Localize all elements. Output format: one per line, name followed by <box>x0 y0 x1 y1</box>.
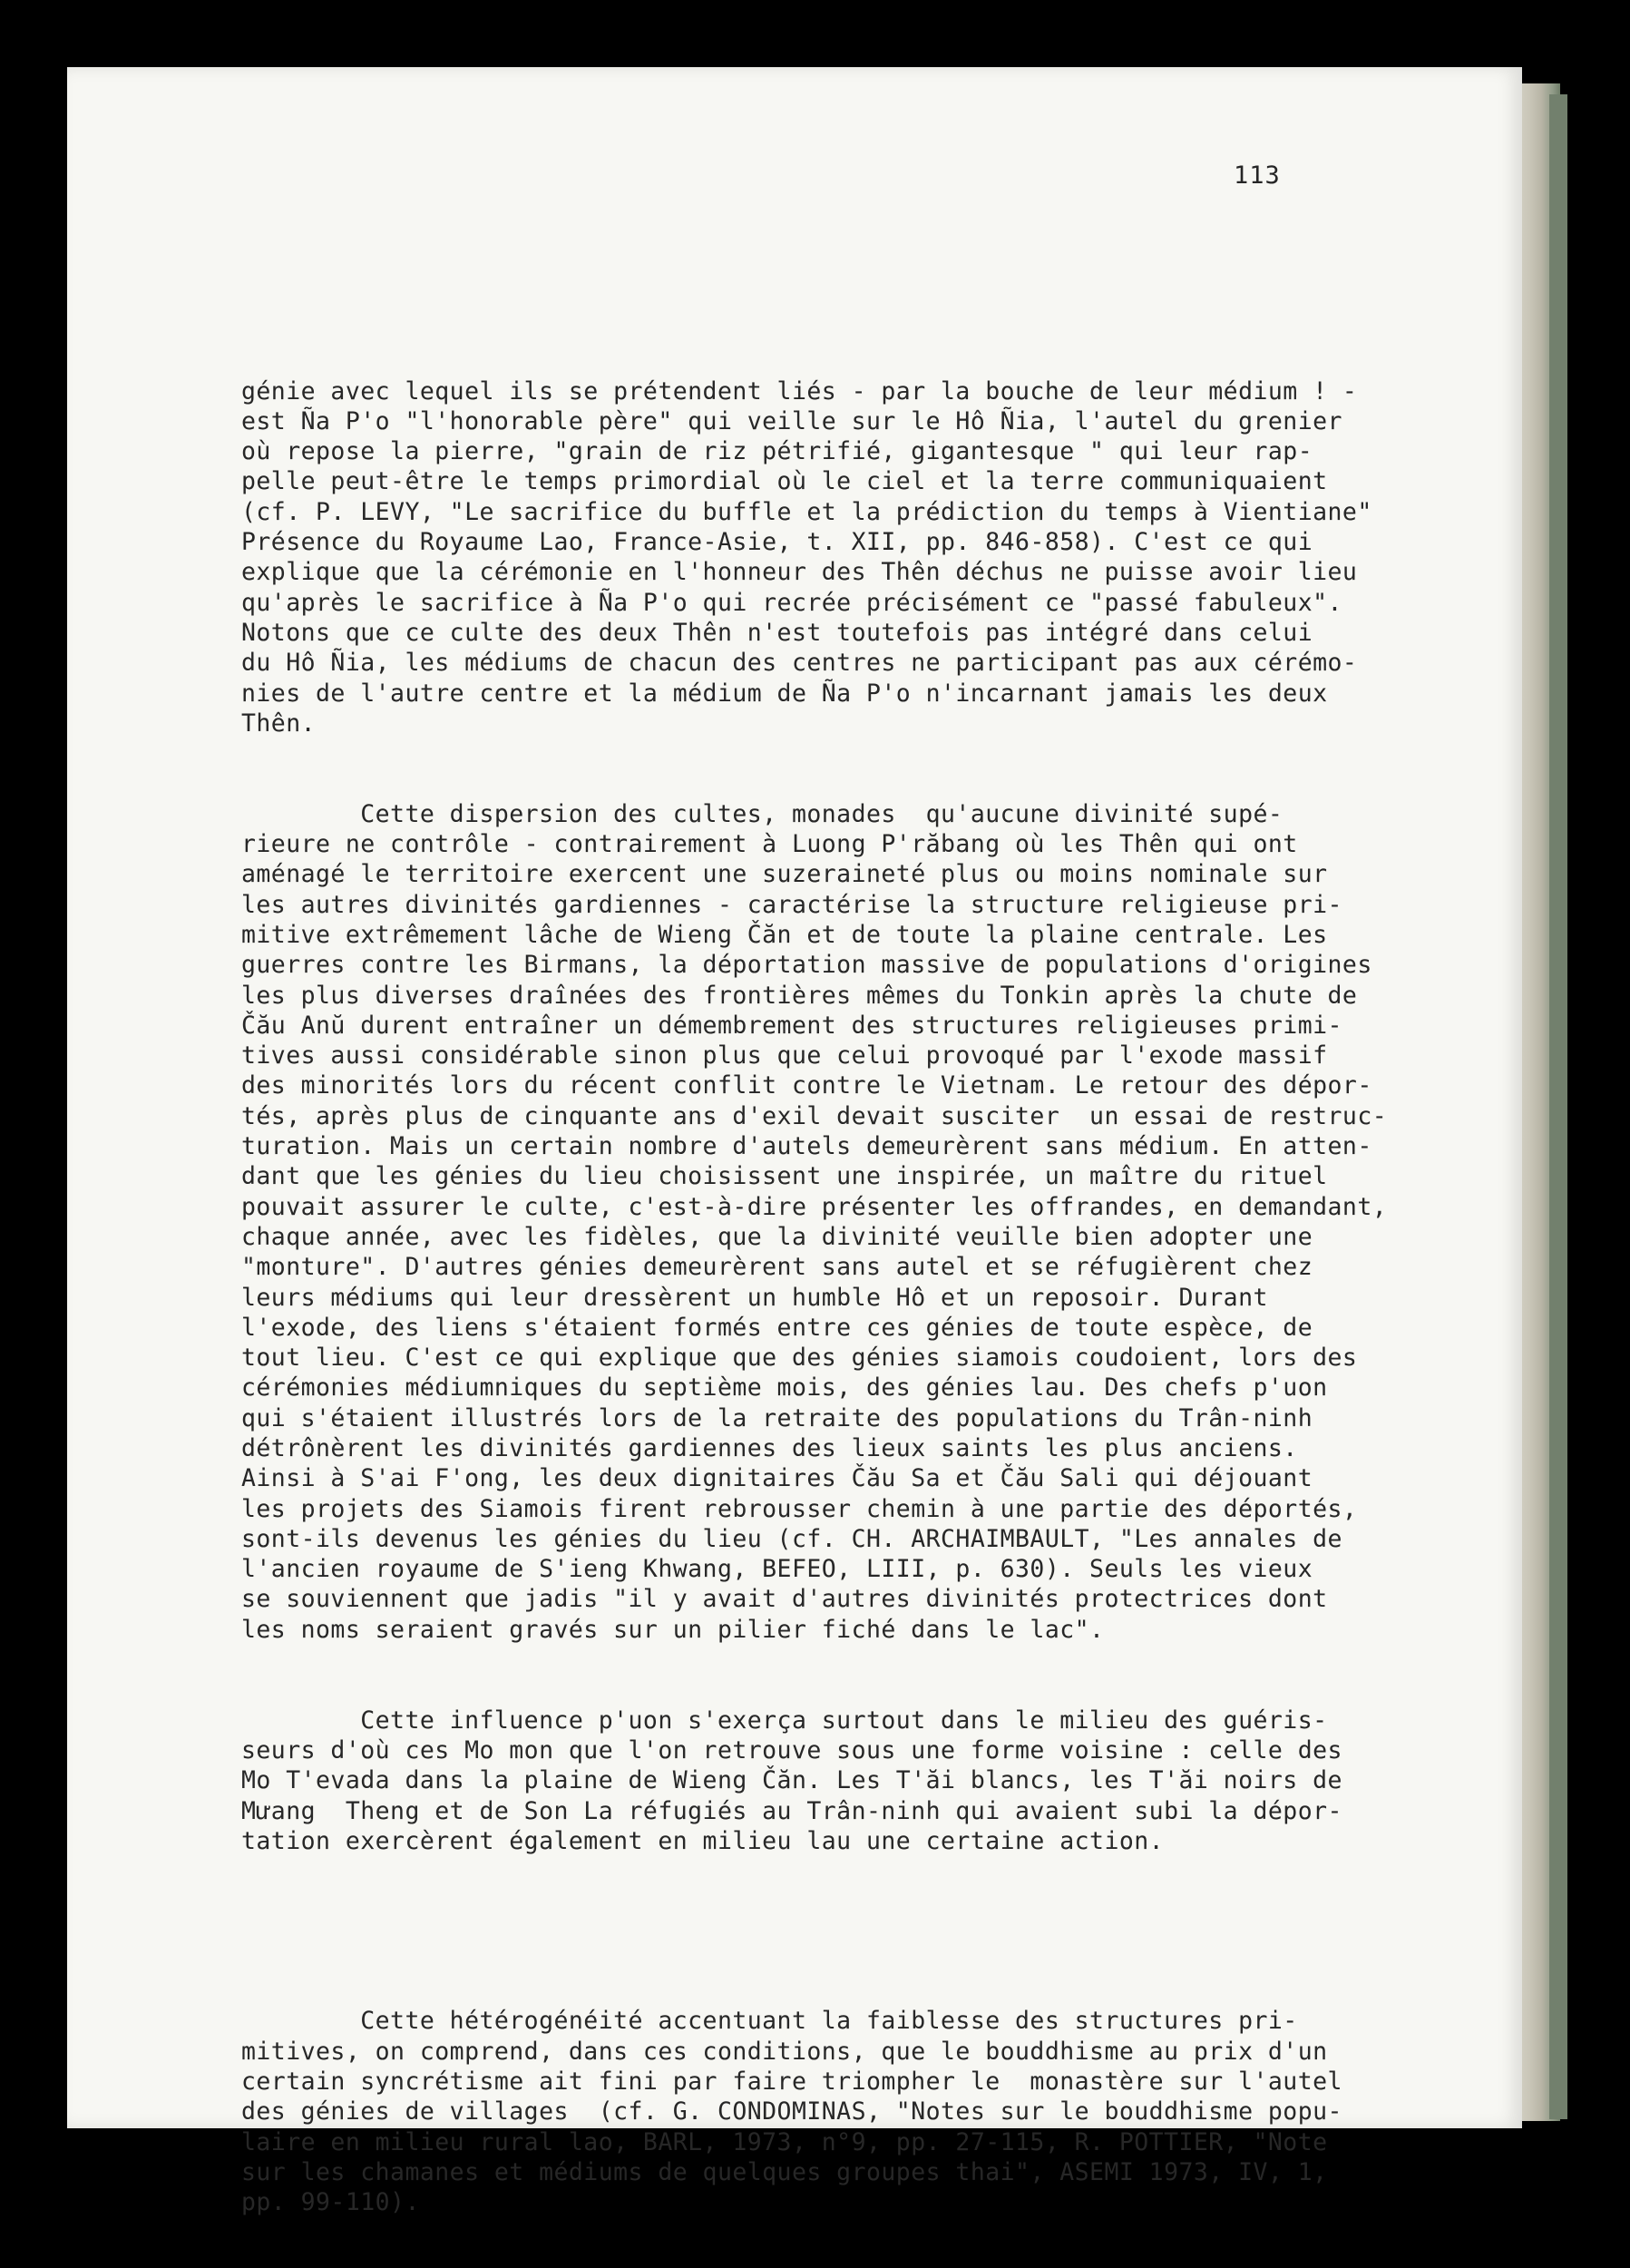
paragraph-gap <box>241 1917 1457 1946</box>
body-text <box>241 316 1457 2248</box>
paragraph-2: Cette dispersion des cultes, monades qu'aucune divinité supé- rieure ne contrôle - contrairement à Luong P'răbang où les Thên qui ont aménagé le territoire exercent une suzeraineté plus ou moins nominale sur les autres divinités gardiennes - caractérise la structure religieuse pri- mitive extrêmement lâche de Wieng Čăn et de toute la plaine centrale. Les guerres contre les Birmans, la déportation massive de populations d'origines les plus diverses draînées des frontières mêmes du Tonkin après la chute de Čău Anŭ durent entraîner un démembrement des structures religieuses primi- tives aussi considérable sinon plus que celui provoqué par l'exode massif des minorités lors du récent conflit contre le Vietnam. Le retour des dépor- tés, après plus de cinquante ans d'exil devait susciter un essai de restruc- turation. Mais un certain nombre d'autels demeurèrent sans médium. En atten- dant que les génies du lieu choisissent une inspirée, un maître du rituel pouvait assurer le culte, c'est-à-dire présenter les offrandes, en demandant, chaque année, avec les fidèles, que la divinité veuille bien adopter une "monture". D'autres génies demeurèrent sans autel et se réfugièrent chez leurs médiums qui leur dressèrent un humble Hô et un reposoir. Durant l'exode, des liens s'étaient formés entre ces génies de toute espèce, de tout lieu. C'est ce qui explique que des génies siamois coudoient, lors des cérémonies médiumniques du septième mois, des génies lau. Des chefs p'uon qui s'étaient illustrés lors de la retraite des populations du Trân-ninh détrônèrent les divinités gardiennes des lieux saints les plus anciens. Ainsi à S'ai F'ong, les deux dignitaires Čău Sa et Čău Sali qui déjouant les projets des Siamois firent rebrousser chemin à une partie des déportés, sont-ils devenus les génies du lieu (cf. CH. ARCHAIMBAULT, "Les annales de l'ancien royaume de S'ieng Khwang, BEFEO, LIII, p. 630). Seuls les vieux se souviennent que jadis "il y avait d'autres divinités protectrices dont les noms seraient gravés sur un pilier fiché dans le lac". <box>241 799 1388 1644</box>
book-cover-edge <box>1549 94 1567 2119</box>
page-number: 113 <box>1234 161 1281 190</box>
paragraph-3: Cette influence p'uon s'exerça surtout dans le milieu des guéris- seurs d'où ces Mo mon que l'on retrouve sous une forme voisine : celle des Mo T'evada dans la plaine de Wieng Čăn. Les T'ăi blancs, les T'ăi noirs de Mưang Theng et de Son La réfugiés au Trân-ninh qui avaient subi la dépor- tation exercèrent également en milieu lau une certaine action. <box>241 1706 1342 1855</box>
paragraph-1: génie avec lequel ils se prétendent liés - par la bouche de leur médium ! - est Ña P'o "l'honorable père" qui veille sur le Hô Ñia, l'autel du grenier où repose la pierre, "grain de riz pétrifié, gigantesque " qui leur rap- pelle peut-être le temps primordial où le ciel et la terre communiquaient (cf. P. LEVY, "Le sacrifice du buffle et la prédiction du temps à Vientiane" Présence du Royaume Lao, France-Asie, t. XII, pp. 846-858). C'est ce qui explique que la cérémonie en l'honneur des Thên déchus ne puisse avoir lieu qu'après le sacrifice à Ña P'o qui recrée précisément ce "passé fabuleux". Notons que ce culte des deux Thên n'est toutefois pas intégré dans celui du Hô Ñia, les médiums de chacun des centres ne participant pas aux cérémo- nies de l'autre centre et la médium de Ña P'o n'incarnant jamais les deux Thên. <box>241 376 1372 738</box>
paragraph-4: Cette hétérogénéité accentuant la faiblesse des structures pri- mitives, on comprend, dans ces conditions, que le bouddhisme au prix d'un certain syncrétisme ait fini par faire triompher le monastère sur l'autel des génies de villages (cf. G. CONDOMINAS, "Notes sur le bouddhisme popu- laire en milieu rural lao, BARL, 1973, n°9, pp. 27-115, R. POTTIER, "Note sur les chamanes et médiums de quelques groupes thai", ASEMI 1973, IV, 1, pp. 99-110). <box>241 2007 1342 2217</box>
